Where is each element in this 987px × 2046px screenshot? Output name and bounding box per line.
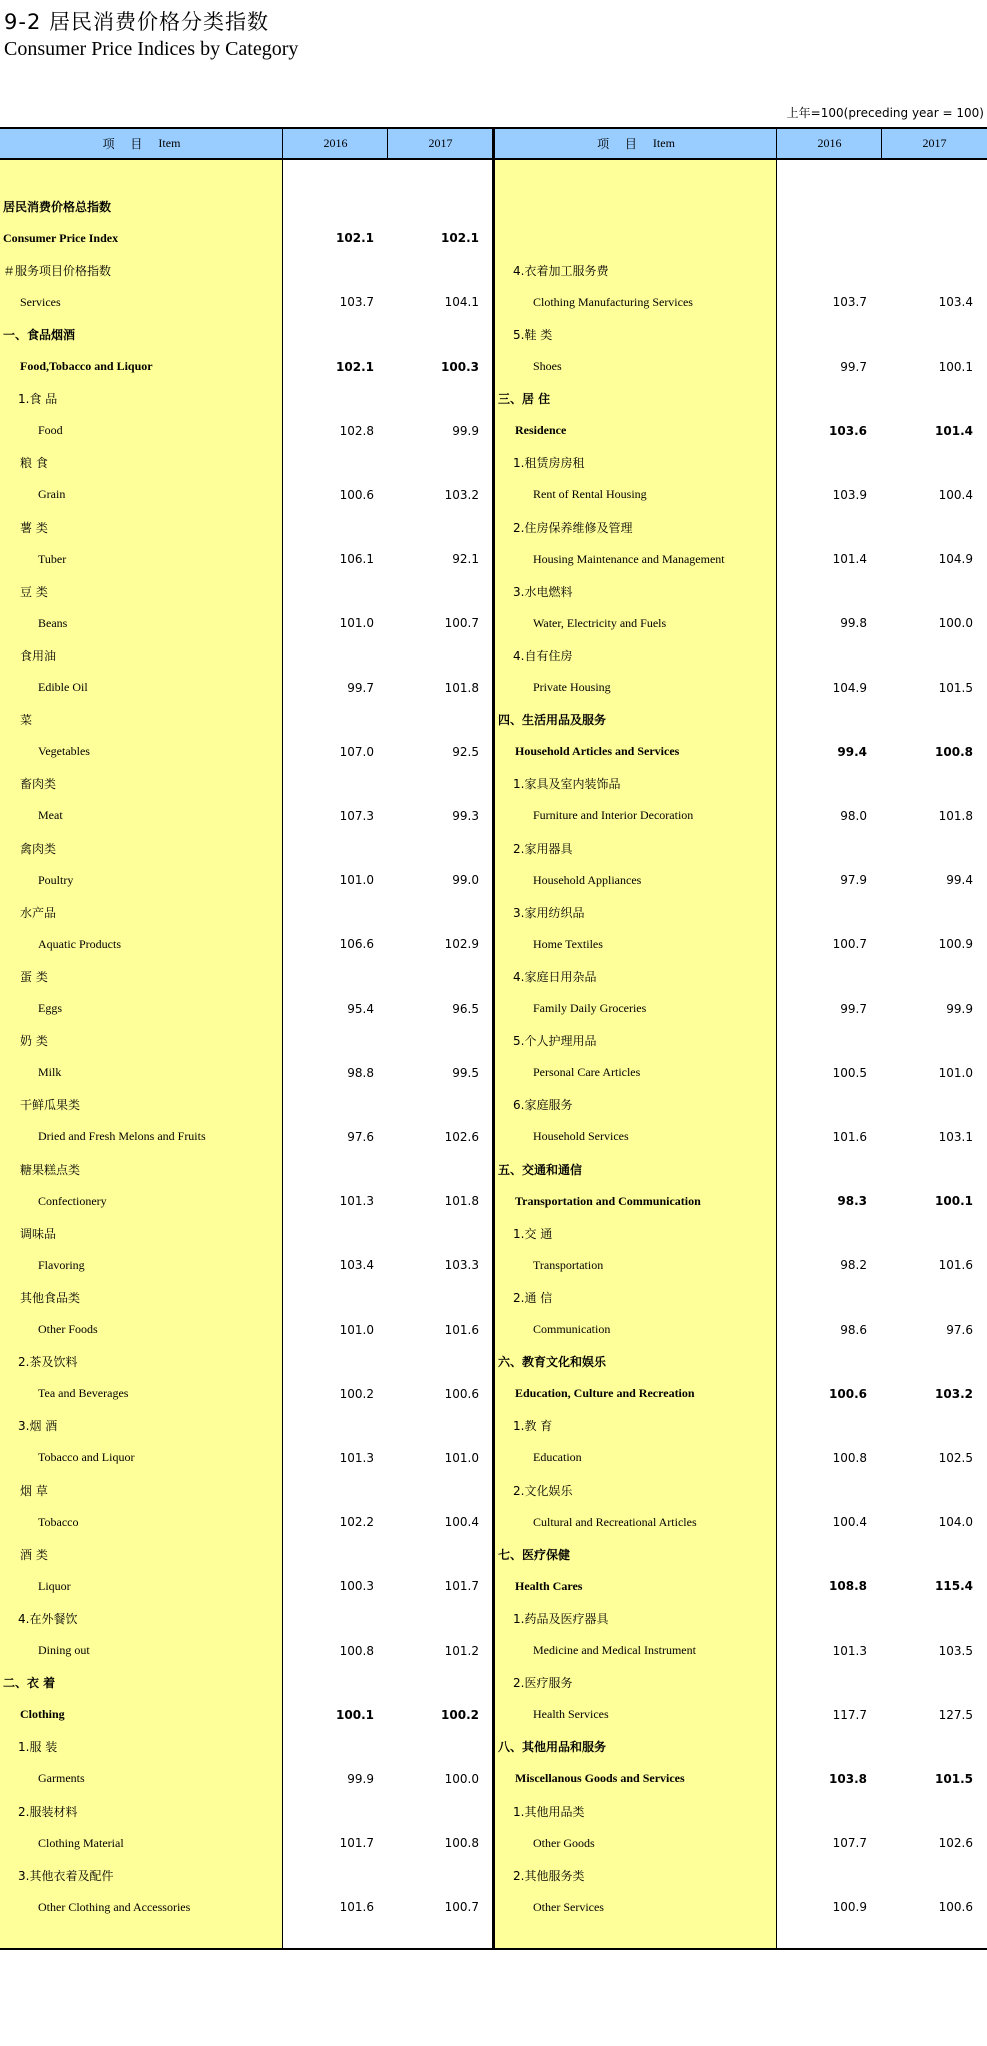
value-2017: 100.8 [444, 1836, 479, 1851]
value-2016: 102.1 [336, 231, 374, 246]
row-label: 1.交 通 [513, 1226, 553, 1241]
value-2017: 101.8 [444, 1194, 479, 1209]
value-2016: 101.3 [339, 1194, 374, 1209]
row-label: Clothing Material [38, 1835, 124, 1850]
row-label: Tea and Beverages [38, 1386, 129, 1401]
year-2017-label: 2017 [428, 136, 453, 150]
value-2017: 100.6 [938, 1900, 973, 1915]
value-2016: 100.1 [336, 1707, 374, 1722]
value-2017: 100.0 [444, 1771, 479, 1786]
table-row [0, 1827, 987, 1859]
row-label: 奶 类 [20, 1034, 48, 1049]
table-row [0, 1314, 987, 1346]
value-2017: 101.2 [444, 1643, 479, 1658]
row-label: Health Cares [515, 1578, 583, 1593]
table-row [0, 864, 987, 896]
row-label: Tobacco and Liquor [38, 1450, 135, 1465]
row-label: Other Clothing and Accessories [38, 1899, 191, 1914]
row-label: 3.烟 酒 [18, 1419, 58, 1434]
value-2017: 102.1 [441, 231, 479, 246]
table-row [0, 1538, 987, 1570]
row-label: Housing Maintenance and Management [533, 551, 725, 566]
table-row [0, 190, 987, 222]
row-label: Transportation [533, 1257, 604, 1272]
value-2017: 101.5 [935, 1771, 973, 1786]
row-label: 1.药品及医疗器具 [513, 1611, 609, 1626]
row-label: Health Services [533, 1707, 609, 1722]
row-label: 食用油 [20, 648, 57, 663]
row-label: Garments [38, 1771, 85, 1786]
value-2017: 99.0 [452, 873, 479, 888]
table-row [0, 672, 987, 704]
table-row [0, 993, 987, 1025]
item-header-en: Item [652, 136, 675, 150]
value-2017: 103.4 [938, 295, 973, 310]
value-2017: 104.0 [938, 1515, 973, 1530]
value-2017: 92.5 [452, 744, 479, 759]
table-row [0, 1378, 987, 1410]
left-item-header [0, 129, 283, 160]
table-row [0, 800, 987, 832]
value-2016: 103.7 [339, 295, 374, 310]
item-header-en: Item [158, 136, 181, 150]
row-label: 糖果糕点类 [20, 1162, 81, 1177]
value-2017: 101.0 [444, 1450, 479, 1465]
value-2017: 100.8 [935, 744, 973, 759]
value-2016: 100.8 [339, 1643, 374, 1658]
row-label: Tobacco [38, 1514, 79, 1529]
value-2016: 103.7 [832, 295, 867, 310]
value-2016: 101.6 [832, 1129, 867, 1144]
table-row [0, 1057, 987, 1089]
row-label: 居民消费价格总指数 [3, 199, 112, 214]
value-2016: 107.7 [832, 1836, 867, 1851]
row-label: Aquatic Products [38, 936, 121, 951]
table-row [0, 928, 987, 960]
right-2017-header [882, 129, 987, 160]
table-row [0, 447, 987, 479]
value-2016: 106.6 [339, 937, 374, 952]
value-2016: 100.6 [829, 1386, 867, 1401]
value-2017: 102.5 [938, 1450, 973, 1465]
value-2017: 104.1 [444, 295, 479, 310]
value-2016: 102.1 [336, 359, 374, 374]
value-2017: 103.2 [935, 1386, 973, 1401]
row-label: 五、交通和通信 [498, 1162, 583, 1177]
value-2016: 101.3 [339, 1450, 374, 1465]
value-2016: 104.9 [832, 680, 867, 695]
row-label: Education, Culture and Recreation [515, 1386, 695, 1401]
table-row [0, 1635, 987, 1667]
year-2016-label: 2016 [323, 136, 348, 150]
value-2017: 101.4 [935, 423, 973, 438]
value-2017: 102.6 [444, 1129, 479, 1144]
row-label: 粮 食 [20, 456, 48, 471]
row-label: 3.水电燃料 [513, 584, 573, 599]
table-title-chinese: 9-2 居民消费价格分类指数 [4, 10, 269, 34]
column-divider [387, 129, 388, 160]
item-header-cn: 项 目 [597, 137, 643, 151]
table-row [0, 1153, 987, 1185]
row-label: Miscellanous Goods and Services [515, 1771, 685, 1786]
row-label: Shoes [533, 359, 562, 373]
table-row [0, 479, 987, 511]
value-2017: 100.3 [441, 359, 479, 374]
table-row [0, 1410, 987, 1442]
table-row [0, 1442, 987, 1474]
row-label: 2.服装材料 [18, 1804, 78, 1819]
value-2016: 98.6 [840, 1322, 867, 1337]
row-label: 水产品 [20, 905, 57, 920]
table-row [0, 896, 987, 928]
value-2017: 100.7 [444, 1900, 479, 1915]
row-label: Consumer Price Index [3, 230, 119, 245]
row-label: 6.家庭服务 [513, 1098, 573, 1113]
value-2016: 100.5 [832, 1065, 867, 1080]
item-header-cn: 项 目 [102, 137, 149, 151]
table-row [0, 1602, 987, 1634]
table-row [0, 832, 987, 864]
row-label: 5.鞋 类 [513, 327, 553, 342]
row-label: Private Housing [533, 680, 611, 694]
row-label: 其他食品类 [20, 1290, 81, 1305]
table-row [0, 286, 987, 318]
value-2016: 101.4 [832, 552, 867, 567]
row-label: Rent of Rental Housing [533, 487, 647, 502]
value-2017: 99.9 [946, 1001, 973, 1016]
table-row [0, 607, 987, 639]
value-2016: 100.8 [832, 1450, 867, 1465]
table-row [0, 1795, 987, 1827]
row-label: 烟 草 [20, 1483, 48, 1498]
value-2017: 99.3 [452, 808, 479, 823]
row-label: Food,Tobacco and Liquor [20, 359, 153, 373]
table-row [0, 1859, 987, 1891]
value-2017: 100.4 [444, 1515, 479, 1530]
right-item-header [495, 129, 777, 160]
row-label: Poultry [38, 872, 74, 887]
table-row [0, 639, 987, 671]
row-label: 干鲜瓜果类 [20, 1098, 81, 1113]
row-label: 4.衣着加工服务费 [513, 263, 609, 278]
value-2017: 101.6 [938, 1258, 973, 1273]
value-2016: 99.9 [347, 1771, 374, 1786]
row-label: 薯 类 [20, 520, 48, 535]
row-label: 1.家具及室内装饰品 [513, 777, 621, 792]
value-2016: 101.0 [339, 873, 374, 888]
value-2017: 127.5 [938, 1707, 973, 1722]
value-2016: 98.3 [837, 1194, 867, 1209]
row-label: 六、教育文化和娱乐 [498, 1355, 607, 1370]
row-label: Education [533, 1450, 582, 1465]
year-2016-label: 2016 [817, 136, 842, 150]
row-label: Eggs [38, 1001, 62, 1015]
row-label: Confectionery [38, 1193, 107, 1208]
row-label: 1.租赁房房租 [513, 456, 585, 471]
row-label: 酒 类 [20, 1547, 48, 1562]
table-row [0, 575, 987, 607]
row-label: 3.家用纺织品 [513, 905, 585, 920]
row-label: Transportation and Communication [515, 1193, 701, 1208]
row-label: 1.服 装 [18, 1740, 58, 1755]
value-2016: 107.0 [339, 744, 374, 759]
value-2016: 97.9 [840, 873, 867, 888]
row-label: Cultural and Recreational Articles [533, 1514, 697, 1529]
row-label: Services [20, 294, 61, 309]
value-2016: 103.6 [829, 423, 867, 438]
value-2017: 100.1 [938, 359, 973, 374]
table-row [0, 1891, 987, 1923]
row-label: 1.教 育 [513, 1419, 553, 1434]
value-2016: 101.0 [339, 1322, 374, 1337]
value-2016: 100.7 [832, 937, 867, 952]
row-label: Other Services [533, 1899, 604, 1914]
value-2016: 101.0 [339, 616, 374, 631]
table-row [0, 1121, 987, 1153]
row-label: 豆 类 [20, 584, 48, 599]
row-label: 禽肉类 [20, 841, 57, 856]
right-2016-header [777, 129, 882, 160]
table-row [0, 1667, 987, 1699]
row-label: Medicine and Medical Instrument [533, 1643, 696, 1657]
value-2016: 99.7 [840, 359, 867, 374]
value-2016: 101.6 [339, 1900, 374, 1915]
row-label: Other Foods [38, 1322, 98, 1336]
table-row [0, 415, 987, 447]
row-label: 八、其他用品和服务 [498, 1740, 607, 1755]
row-label: Tuber [38, 551, 67, 566]
value-2017: 99.4 [946, 873, 973, 888]
value-2016: 102.8 [339, 423, 374, 438]
cpi-table [0, 127, 987, 1950]
row-label: Vegetables [38, 744, 90, 759]
column-divider [881, 129, 882, 160]
value-2017: 103.1 [938, 1129, 973, 1144]
row-label: ＃服务项目价格指数 [3, 263, 112, 278]
row-label: 畜肉类 [20, 777, 57, 792]
row-label: Personal Care Articles [533, 1065, 641, 1080]
table-row [0, 543, 987, 575]
value-2017: 115.4 [935, 1579, 973, 1594]
value-2016: 100.2 [339, 1386, 374, 1401]
value-2017: 100.4 [938, 487, 973, 502]
row-label: 蛋 类 [20, 969, 48, 984]
value-2017: 103.5 [938, 1643, 973, 1658]
table-row [0, 1506, 987, 1538]
value-2016: 100.4 [832, 1515, 867, 1530]
table-row [0, 1249, 987, 1281]
value-2016: 101.3 [832, 1643, 867, 1658]
value-2017: 101.7 [444, 1579, 479, 1594]
value-2017: 96.5 [452, 1001, 479, 1016]
row-label: Flavoring [38, 1257, 85, 1272]
value-2017: 100.6 [444, 1386, 479, 1401]
table-row [0, 1699, 987, 1731]
table-row [0, 736, 987, 768]
row-label: Household Services [533, 1129, 629, 1144]
table-row [0, 768, 987, 800]
row-label: Food [38, 423, 63, 438]
value-2017: 103.3 [444, 1258, 479, 1273]
row-label: Water, Electricity and Fuels [533, 615, 667, 630]
value-2016: 103.8 [829, 1771, 867, 1786]
value-2017: 101.5 [938, 680, 973, 695]
row-label: 1.食 品 [18, 392, 58, 407]
value-2017: 99.5 [452, 1065, 479, 1080]
value-2017: 102.6 [938, 1836, 973, 1851]
table-row [0, 1731, 987, 1763]
row-label: 二、衣 着 [3, 1676, 56, 1691]
table-row [0, 222, 987, 254]
value-2016: 99.4 [837, 744, 867, 759]
left-2016-header [283, 129, 388, 160]
row-label: Communication [533, 1322, 611, 1336]
row-label: 4.在外餐饮 [18, 1611, 78, 1626]
table-row [0, 1570, 987, 1602]
value-2017: 101.8 [938, 808, 973, 823]
table-row [0, 1763, 987, 1795]
value-2016: 100.3 [339, 1579, 374, 1594]
row-label: Furniture and Interior Decoration [533, 808, 694, 823]
table-row [0, 318, 987, 350]
value-2017: 100.1 [935, 1194, 973, 1209]
row-label: 七、医疗保健 [498, 1547, 571, 1562]
row-label: 调味品 [20, 1226, 57, 1241]
left-2017-header [388, 129, 493, 160]
value-2016: 108.8 [829, 1579, 867, 1594]
value-2016: 100.6 [339, 487, 374, 502]
table-row [0, 511, 987, 543]
value-2016: 101.7 [339, 1836, 374, 1851]
value-2017: 101.6 [444, 1322, 479, 1337]
value-2016: 117.7 [832, 1707, 867, 1722]
value-2017: 102.9 [444, 937, 479, 952]
value-2016: 103.4 [339, 1258, 374, 1273]
row-label: Edible Oil [38, 680, 88, 694]
row-label: Other Goods [533, 1835, 595, 1850]
value-2016: 100.9 [832, 1900, 867, 1915]
table-row [0, 1185, 987, 1217]
row-label: Family Daily Groceries [533, 1001, 647, 1015]
row-label: 2.通 信 [513, 1290, 553, 1305]
value-2016: 102.2 [339, 1515, 374, 1530]
row-label: 5.个人护理用品 [513, 1034, 597, 1049]
row-label: Home Textiles [533, 936, 603, 951]
row-label: Beans [38, 615, 68, 630]
table-title-english: Consumer Price Indices by Category [4, 38, 299, 60]
table-row [0, 1089, 987, 1121]
row-label: 4.家庭日用杂品 [513, 969, 597, 984]
row-label: 2.文化娱乐 [513, 1483, 573, 1498]
row-label: 一、食品烟酒 [3, 327, 76, 342]
row-label: 2.其他服务类 [513, 1868, 585, 1883]
row-label: Clothing [20, 1707, 65, 1722]
row-label: Meat [38, 808, 63, 823]
table-row [0, 351, 987, 383]
row-label: Dining out [38, 1643, 90, 1657]
row-label: 四、生活用品及服务 [498, 713, 607, 728]
value-2017: 99.9 [452, 423, 479, 438]
row-label: 2.家用器具 [513, 841, 573, 856]
row-label: 2.住房保养维修及管理 [513, 520, 633, 535]
row-label: Residence [515, 423, 567, 438]
table-row [0, 383, 987, 415]
row-label: Household Appliances [533, 872, 642, 887]
value-2016: 106.1 [339, 552, 374, 567]
value-2017: 101.0 [938, 1065, 973, 1080]
value-2016: 99.7 [347, 680, 374, 695]
value-2016: 97.6 [347, 1129, 374, 1144]
table-row [0, 1346, 987, 1378]
row-label: 三、居 住 [498, 392, 551, 407]
row-label: 1.其他用品类 [513, 1804, 585, 1819]
row-label: 4.自有住房 [513, 648, 573, 663]
row-label: 2.茶及饮料 [18, 1355, 78, 1370]
row-label: 2.医疗服务 [513, 1676, 573, 1691]
value-2016: 98.2 [840, 1258, 867, 1273]
table-row [0, 960, 987, 992]
value-2017: 100.9 [938, 937, 973, 952]
row-label: Household Articles and Services [515, 744, 680, 759]
year-2017-label: 2017 [922, 136, 947, 150]
value-2017: 100.0 [938, 616, 973, 631]
value-2017: 97.6 [946, 1322, 973, 1337]
value-2017: 104.9 [938, 552, 973, 567]
table-row [0, 1281, 987, 1313]
value-2016: 103.9 [832, 487, 867, 502]
row-label: 菜 [20, 713, 33, 728]
table-row [0, 1217, 987, 1249]
table-row [0, 1025, 987, 1057]
value-2017: 101.8 [444, 680, 479, 695]
unit-note: 上年=100(preceding year = 100) [786, 106, 984, 120]
row-label: Grain [38, 487, 66, 502]
value-2017: 100.2 [441, 1707, 479, 1722]
table-row [0, 254, 987, 286]
row-label: Clothing Manufacturing Services [533, 294, 693, 309]
value-2016: 107.3 [339, 808, 374, 823]
row-label: 3.其他衣着及配件 [18, 1868, 114, 1883]
value-2016: 99.8 [840, 616, 867, 631]
value-2017: 100.7 [444, 616, 479, 631]
row-label: Liquor [38, 1578, 71, 1593]
value-2017: 92.1 [452, 552, 479, 567]
value-2016: 98.8 [347, 1065, 374, 1080]
value-2016: 95.4 [347, 1001, 374, 1016]
row-label: Dried and Fresh Melons and Fruits [38, 1129, 206, 1144]
value-2017: 103.2 [444, 487, 479, 502]
table-row [0, 1474, 987, 1506]
row-label: Milk [38, 1065, 62, 1080]
value-2016: 99.7 [840, 1001, 867, 1016]
value-2016: 98.0 [840, 808, 867, 823]
table-row [0, 704, 987, 736]
